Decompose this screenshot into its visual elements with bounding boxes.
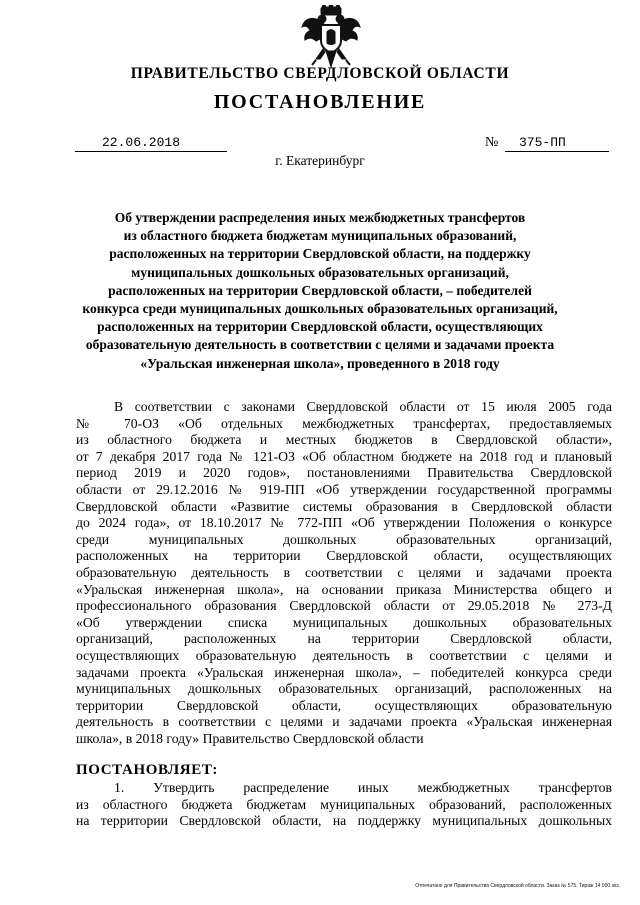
document-type: ПОСТАНОВЛЕНИЕ bbox=[213, 91, 427, 113]
body-line: задачами проекта «Уральская инженерная школа», – победителей конкурса среди bbox=[76, 664, 612, 680]
body-line: В соответствии с законами Свердловской области от 15 июля 2005 года bbox=[114, 399, 612, 414]
subject-line: образовательную деятельность в соответствии с целями и задачами проекта bbox=[85, 337, 555, 353]
document-subject bbox=[70, 209, 570, 373]
body-line: «Уральская инженерная школа», на основании приказа Министерства общего и bbox=[76, 581, 612, 597]
print-note: Отпечатано для Правительства Свердловской области. Заказ № 575. Тираж 14 000 экз. bbox=[415, 883, 620, 889]
body-line: среди муниципальных дошкольных образовательных организаций, bbox=[76, 531, 612, 547]
document-number-field bbox=[505, 135, 609, 152]
resolution-point bbox=[76, 780, 612, 830]
body-line: из областного бюджета и местных бюджетов в Свердловской области», bbox=[76, 432, 612, 448]
point-line: 1. Утвердить распределение иных межбюджетных трансфертов bbox=[114, 780, 612, 795]
point-line: из областного бюджета бюджетам муниципальных образований, расположенных bbox=[76, 796, 612, 812]
body-line: «Об утверждении списка муниципальных дошкольных образовательных bbox=[76, 614, 612, 630]
resolves-heading: ПОСТАНОВЛЯЕТ: bbox=[76, 762, 219, 778]
body-line: школа», в 2018 году» Правительство Свердловской области bbox=[76, 730, 424, 746]
document-date-field bbox=[75, 135, 227, 152]
government-title: ПРАВИТЕЛЬСТВО СВЕРДЛОВСКОЙ ОБЛАСТИ bbox=[130, 65, 510, 82]
body-line: деятельность в соответствии с целями и задачами проекта «Уральская инженерная bbox=[76, 714, 612, 730]
subject-line: муниципальных дошкольных образовательных организаций, bbox=[131, 264, 509, 280]
number-sign: № bbox=[485, 135, 499, 150]
subject-line: расположенных на территории Свердловской области, – победителей bbox=[108, 282, 532, 298]
subject-line: расположенных на территории Свердловской области, осуществляющих bbox=[97, 319, 543, 335]
body-line: осуществляющих образовательную деятельность в соответствии с целями и bbox=[76, 647, 612, 663]
subject-line: из областного бюджета бюджетам муниципальных образований, bbox=[123, 228, 517, 244]
body-line: до 2024 года», от 18.10.2017 № 772-ПП «Об утверждении Положения о конкурсе bbox=[76, 515, 612, 531]
body-line: период 2019 и 2020 годов», постановлениями Правительства Свердловской bbox=[76, 465, 612, 481]
body-line: от 7 декабря 2017 года № 121-ОЗ «Об областном бюджете на 2018 год и плановый bbox=[76, 448, 612, 464]
preamble bbox=[76, 399, 612, 747]
body-line: муниципальных дошкольных образовательных организаций, расположенных на bbox=[76, 681, 612, 697]
body-line: профессионального образования Свердловской области от 29.05.2018 № 273-Д bbox=[76, 598, 612, 614]
body-line: организаций, расположенных на территории Свердловской области, bbox=[76, 631, 612, 647]
body-line: образовательную деятельность в соответствии с целями и задачами проекта bbox=[76, 564, 612, 580]
document-date: 22.06.2018 bbox=[102, 135, 181, 150]
subject-line: «Уральская инженерная школа», проведенного в 2018 году bbox=[140, 355, 500, 371]
coat-of-arms-icon bbox=[300, 5, 362, 71]
point-line: на территории Свердловской области, на поддержку муниципальных дошкольных bbox=[76, 813, 612, 829]
body-line: расположенных на территории Свердловской области, осуществляющих bbox=[76, 548, 612, 564]
subject-line: расположенных на территории Свердловской области, на поддержку bbox=[109, 246, 531, 262]
body-line: № 70-ОЗ «Об отдельных межбюджетных трансфертах, предоставляемых bbox=[76, 415, 612, 431]
city: г. Екатеринбург bbox=[275, 153, 365, 168]
document-number: 375-ПП bbox=[519, 135, 566, 150]
body-line: области от 29.12.2016 № 919-ПП «Об утверждении государственной программы bbox=[76, 481, 612, 497]
subject-line: конкурса среди муниципальных дошкольных образовательных организаций, bbox=[82, 301, 558, 317]
body-line: Свердловской области «Развитие системы образования в Свердловской области bbox=[76, 498, 612, 514]
subject-line: Об утверждении распределения иных межбюджетных трансфертов bbox=[114, 210, 526, 225]
body-line: территории Свердловской области, осуществляющих образовательную bbox=[76, 697, 612, 713]
